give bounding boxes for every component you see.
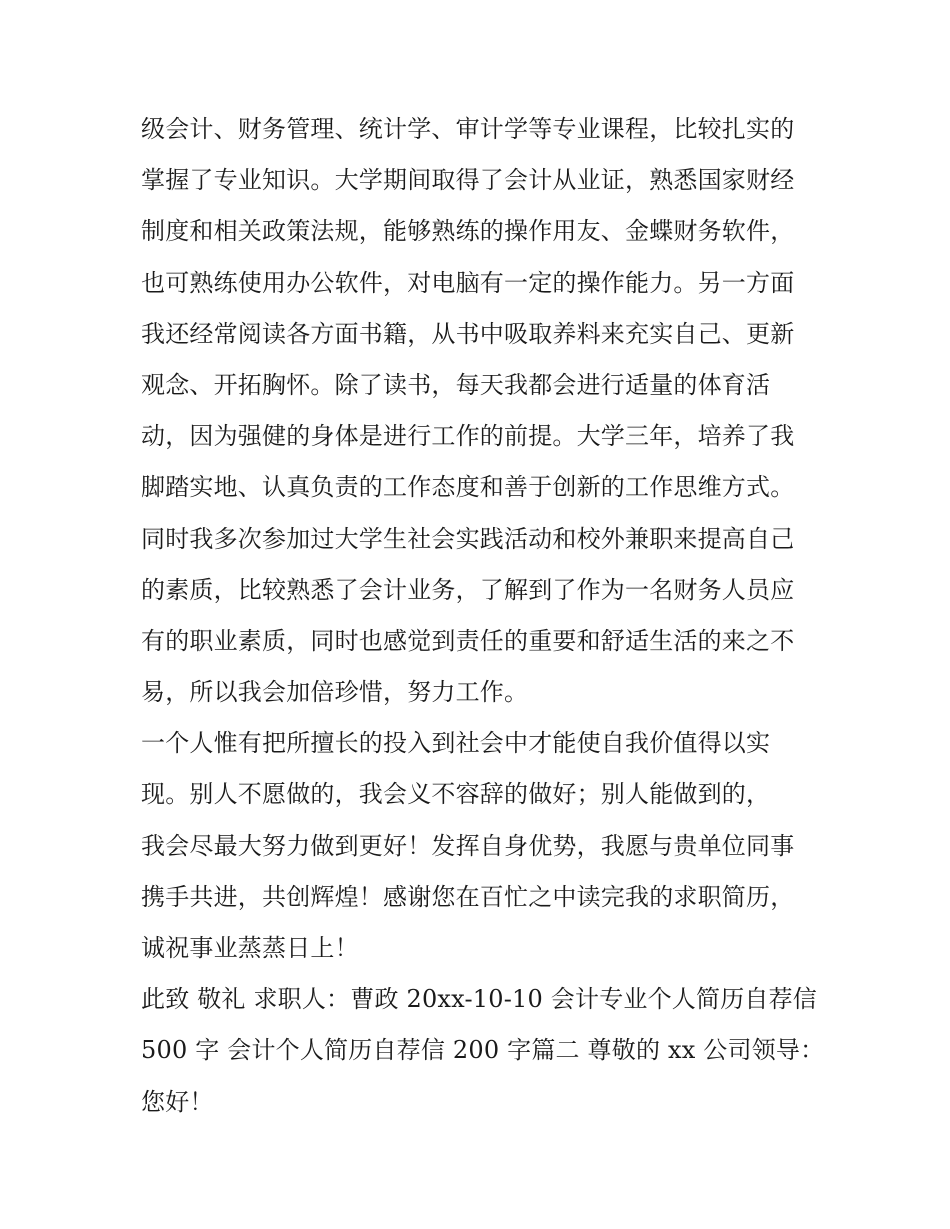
text-line: 有的职业素质，同时也感觉到责任的重要和舒适生活的来之不 bbox=[141, 626, 795, 655]
text-line: 制度和相关政策法规，能够熟练的操作用友、金蝶财务软件， bbox=[141, 217, 795, 246]
text-line: 脚踏实地、认真负责的工作态度和善于创新的工作思维方式。 bbox=[141, 473, 795, 502]
text-line: 的素质，比较熟悉了会计业务，了解到了作为一名财务人员应 bbox=[141, 575, 795, 604]
text-line: 易，所以我会加倍珍惜，努力工作。 bbox=[141, 678, 529, 707]
text-line: 我还经常阅读各方面书籍，从书中吸取养料来充实自己、更新 bbox=[141, 319, 795, 348]
text-line: 同时我多次参加过大学生社会实践活动和校外兼职来提高自己 bbox=[141, 524, 795, 553]
text-line: 掌握了专业知识。大学期间取得了会计从业证，熟悉国家财经 bbox=[141, 166, 795, 195]
text-line: 此致 敬礼 求职人：曹政 20xx-10-10 会计专业个人简历自荐信 bbox=[141, 985, 817, 1014]
text-line: 携手共进，共创辉煌！感谢您在百忙之中读完我的求职简历， bbox=[141, 882, 795, 911]
text-line: 您好！ bbox=[141, 1087, 214, 1116]
text-line: 诚祝事业蒸蒸日上！ bbox=[141, 934, 359, 962]
text-line: 观念、开拓胸怀。除了读书，每天我都会进行适量的体育活 bbox=[141, 370, 771, 399]
text-line: 我会尽最大努力做到更好！发挥自身优势，我愿与贵单位同事 bbox=[141, 831, 795, 860]
text-line: 动，因为强健的身体是进行工作的前提。大学三年，培养了我 bbox=[141, 422, 795, 451]
text-line: 现。别人不愿做的，我会义不容辞的做好；别人能做到的， bbox=[141, 780, 771, 809]
text-line: 也可熟练使用办公软件，对电脑有一定的操作能力。另一方面 bbox=[141, 268, 795, 297]
text-line: 500 字 会计个人简历自荐信 200 字篇二 尊敬的 xx 公司领导： bbox=[141, 1036, 825, 1065]
text-line: 级会计、财务管理、统计学、审计学等专业课程，比较扎实的 bbox=[141, 115, 795, 143]
cover-letter-body bbox=[141, 104, 825, 1128]
text-line: 一个人惟有把所擅长的投入到社会中才能使自我价值得以实 bbox=[141, 729, 771, 758]
